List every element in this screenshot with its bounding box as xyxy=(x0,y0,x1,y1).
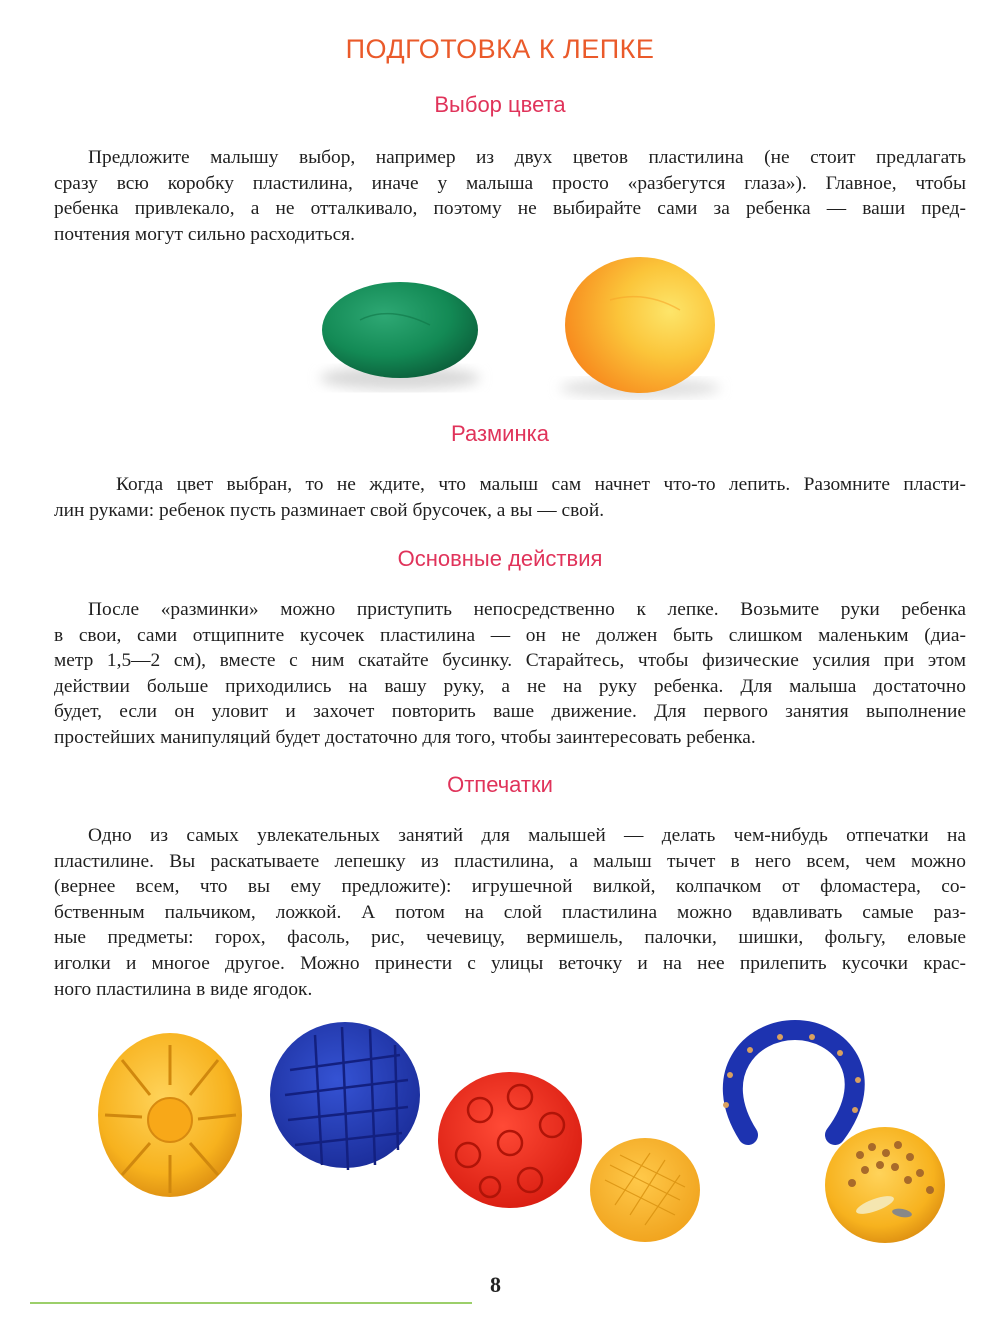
paragraph-warmup xyxy=(54,472,966,523)
heading-prints: Отпечатки xyxy=(447,772,553,797)
text-line: пластилине. Вы раскатываете лепешку из пластилина, а малыш тычет в него всем, чем можно xyxy=(54,850,966,872)
text-line: ребенка привлекало, а не отталкивало, поэтому не выбирайте сами за ребенка — ваши пред- xyxy=(54,198,966,220)
green-clay-ball xyxy=(322,282,478,378)
paragraph-color-choice xyxy=(54,145,966,247)
page-title: ПОДГОТОВКА К ЛЕПКЕ xyxy=(345,34,655,64)
paragraph-prints xyxy=(54,823,966,1002)
paragraph-basic-actions xyxy=(54,597,966,751)
text-line: почтения могут сильно расходиться. xyxy=(54,223,355,245)
text-line: действии больше приходились на вашу руку, а не на руку ребенка. Для малыша достаточно xyxy=(54,675,966,697)
green-and-orange-clay-balls-image xyxy=(300,250,740,410)
heading-color-choice: Выбор цвета xyxy=(434,92,566,117)
text-line: будет, если он уловит и захочет повторить ваше движение. Для первого занятия выполнение xyxy=(54,701,966,723)
red-circles-print xyxy=(438,1072,582,1208)
yellow-sun-print xyxy=(98,1033,242,1197)
text-line: Когда цвет выбран, то не ждите, что малыш сам начнет что-то лепить. Разомните пласти- xyxy=(116,474,966,495)
text-line: бственным пальчиком, ложкой. А потом на слой пластилина можно вдавливать самые раз- xyxy=(54,901,966,923)
heading-basic-actions: Основные действия xyxy=(397,546,603,571)
text-line: Одно из самых увлекательных занятий для малышей — делать чем-нибудь отпечатки на xyxy=(88,825,966,846)
yellow-textured-print xyxy=(590,1138,700,1242)
text-line: (вернее всем, что вы ему предложите): игрушечной вилкой, колпачком от фломастера, со- xyxy=(54,876,966,898)
text-line: сразу всю коробку пластилина, иначе у малыша просто «разбегутся глаза»). Главное, чтобы xyxy=(54,172,966,194)
text-line: ного пластилина в виде ягодок. xyxy=(54,978,313,1000)
text-line: простейших манипуляций будет достаточно для того, чтобы заинтересовать ребенка. xyxy=(54,726,756,748)
text-line: в свои, сами отщипните кусочек пластилина — он не должен быть слишком маленьким (диа- xyxy=(54,624,966,646)
text-line: После «разминки» можно приступить непосредственно к лепке. Возьмите руки ребенка xyxy=(88,599,966,620)
page-number: 8 xyxy=(490,1272,501,1297)
text-line: Предложите малышу выбор, например из двух цветов пластилина (не стоит предлагать xyxy=(88,147,966,168)
blue-grid-print xyxy=(270,1022,420,1170)
blue-horseshoe-print xyxy=(723,1030,861,1135)
text-line: иголки и многое другое. Можно принести с улицы веточку и на нее прилепить кусочки крас- xyxy=(54,952,966,974)
text-line: лин руками: ребенок пусть разминает свой брусочек, а вы — свой. xyxy=(54,499,605,521)
clay-prints-image xyxy=(90,1015,970,1255)
text-line: ные предметы: горох, фасоль, рис, чечевицу, вермишель, палочки, шишки, фольгу, еловые xyxy=(54,927,966,949)
orange-clay-ball xyxy=(565,257,715,393)
heading-warmup: Разминка xyxy=(451,421,549,446)
yellow-grains-print xyxy=(825,1127,945,1243)
text-line: метр 1,5—2 см), вместе с ним скатайте бусинку. Старайтесь, чтобы физические усилия при этом xyxy=(54,650,966,672)
footer-divider xyxy=(30,1302,472,1304)
